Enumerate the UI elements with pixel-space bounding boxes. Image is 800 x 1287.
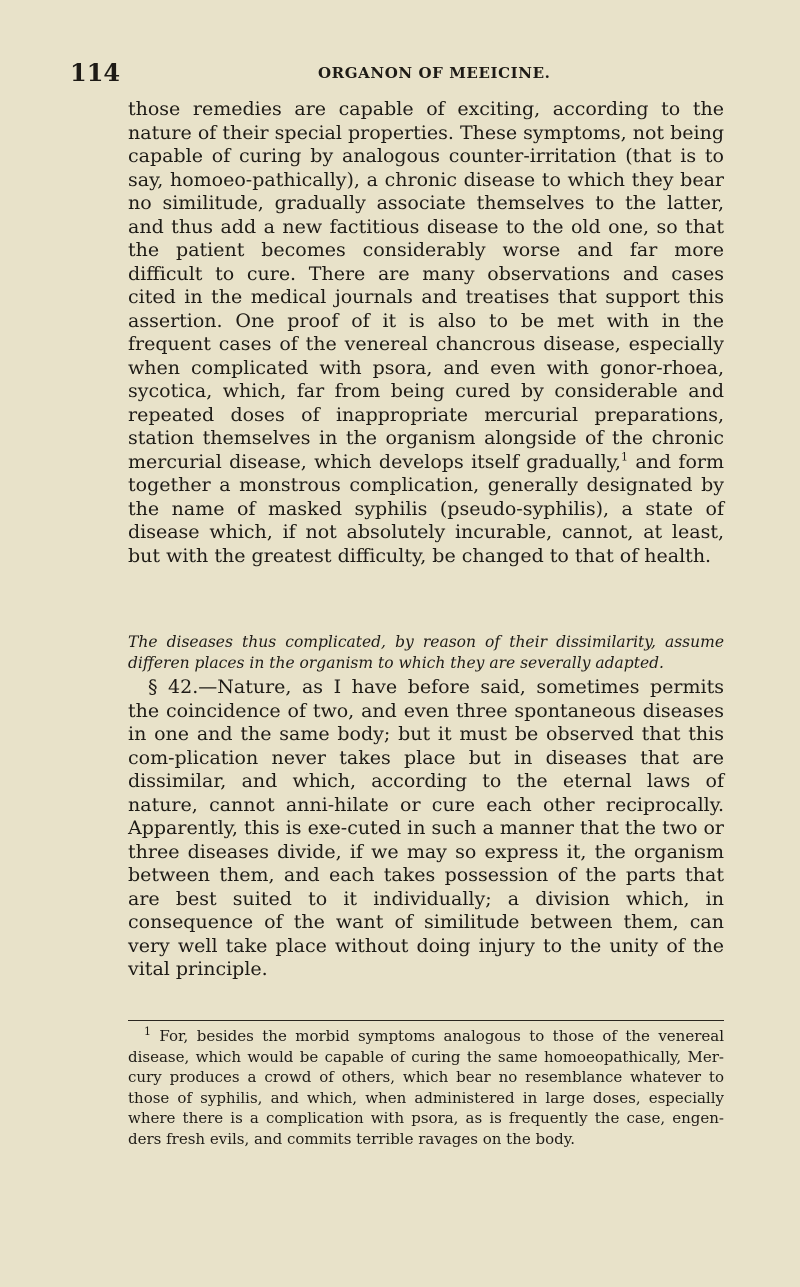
footnote-reference: 1 [620,450,628,464]
footnote-mark: 1 [144,1025,151,1038]
paragraph-1-text-b: and form together a monstrous complication, generally designated by the name of masked syphilis (pseudo-syphilis), a state of disease which, if not absolutely incurable, cannot, at least, but with the greatest difficulty, be changed to that of health. [128,450,724,567]
section-sidenote: The diseases thus complicated, by reason of their dissimilarity, assume differen places in the organism to which they are severally adapted. [128,633,724,672]
page-number: 114 [70,58,121,87]
running-head: ORGANON OF MEEICINE. [318,64,551,82]
body-paragraph-1 [128,98,724,568]
page-header [70,58,730,88]
footnote-divider [128,1020,724,1021]
footnote [128,1026,724,1149]
footnote-text: For, besides the morbid symptoms analogous to those of the venereal disease, which would be capable of curing the same homoeopathically, Mer-cury produces a crowd of others, which bear no resemblance whatever to those of syphilis, and which, when administered in large doses, especially where there is a complication with psora, as is frequently the case, engen-ders fresh evils, and commits terrible ravages on the body. [128,1027,724,1148]
body-paragraph-2: § 42.—Nature, as I have before said, sometimes permits the coincidence of two, and even three spontaneous diseases in one and the same body; but it must be observed that this com-plication never takes place but in diseases that are dissimilar, and which, according to the eternal laws of nature, cannot anni-hilate or cure each other reciprocally. Apparently, this is exe-cuted in such a manner that the two or three diseases divide, if we may so express it, the organism between them, and each takes possession of the parts that are best suited to it individually; a division which, in consequence of the want of similitude between them, can very well take place without doing injury to the unity of the vital principle. [128,676,724,980]
paragraph-1-text-a: those remedies are capable of exciting, according to the nature of their special properties. These symptoms, not being capable of curing by analogous counter-irritation (that is to say, homoeo-pathically), a chronic disease to which they bear no similitude, gradually associate themselves to the latter, and thus add a new factitious disease to the old one, so that the patient becomes considerably worse and far more difficult to cure. There are many observations and cases cited in the medical journals and treatises that support this assertion. One proof of it is also to be met with in the frequent cases of the venereal chancrous disease, especially when complicated with psora, and even with gonor-rhoea, sycotica, which, far from being cured by considerable and repeated doses of inappropriate mercurial preparations, station themselves in the organism alongside of the chronic mercurial disease, which develops itself gradually, [128,98,724,473]
